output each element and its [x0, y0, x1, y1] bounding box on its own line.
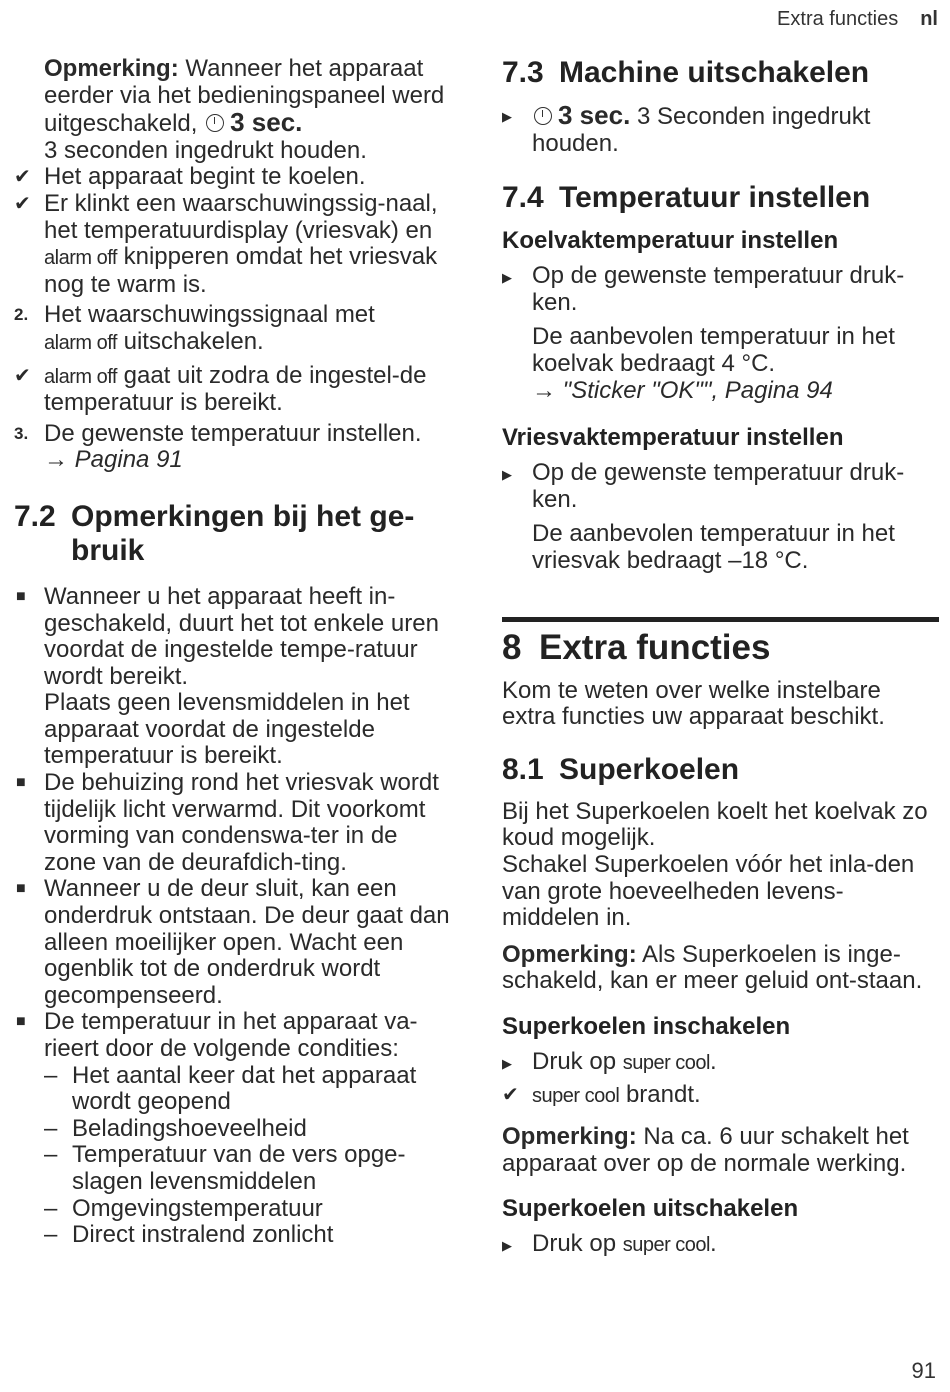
section-title: Machine uitschakelen: [559, 56, 870, 89]
page-reference-link[interactable]: → Pagina 91: [44, 446, 183, 474]
duration-label: 3 sec.: [558, 100, 631, 130]
result-item: [502, 1082, 939, 1110]
condition-item: [44, 1196, 454, 1223]
page-reference-link[interactable]: → "Sticker "OK"", Pagina 94: [532, 376, 833, 404]
step-item: [14, 421, 454, 474]
step-number: 2.: [14, 305, 29, 325]
note-label: Opmerking:: [502, 1123, 637, 1151]
section-heading: [502, 181, 939, 215]
bullet-item: [14, 584, 454, 770]
condition-item: [44, 1063, 454, 1116]
triangle-bullet-icon: ▶: [502, 1055, 512, 1071]
subsection-title: Superkoelen inschakelen: [502, 1012, 791, 1040]
check-icon: ✔: [14, 166, 31, 189]
action-item: [502, 263, 939, 404]
triangle-bullet-icon: ▶: [502, 1238, 512, 1254]
result-text: gaat uit zodra de ingestel-de temperatuur is bereikt.: [44, 361, 427, 417]
info-text: De aanbevolen temperatuur in het koelvak bedraagt 4 °C.: [532, 323, 895, 377]
triangle-bullet-icon: ▶: [502, 270, 512, 286]
step-number: 3.: [14, 423, 29, 443]
section-number: 7.3: [502, 56, 544, 89]
note-block: [502, 942, 939, 995]
action-text: 3 Seconden ingedrukt houden.: [532, 103, 871, 157]
chapter-title: Extra functies: [539, 627, 771, 667]
result-item: [14, 363, 454, 417]
result-item: [14, 191, 454, 298]
chapter-heading: [502, 628, 939, 668]
result-text: Het apparaat begint te koelen.: [44, 163, 366, 191]
action-item: [502, 102, 939, 157]
action-text: Op de gewenste temperatuur druk-ken.: [532, 459, 905, 513]
triangle-bullet-icon: ▶: [502, 467, 512, 483]
action-text: Druk op: [532, 1230, 617, 1258]
dash-icon: –: [44, 1194, 58, 1222]
note-label: Opmerking:: [44, 55, 179, 82]
condition-item: [44, 1222, 454, 1249]
section-heading: [14, 500, 454, 568]
step-item: [14, 302, 454, 356]
square-bullet-icon: ■: [16, 774, 26, 792]
square-bullet-icon: ■: [16, 880, 26, 898]
chapter-number: 8: [502, 627, 522, 667]
page-reference-text: "Sticker "OK"", Pagina 94: [562, 376, 833, 404]
note-label: Opmerking:: [502, 940, 637, 968]
bullet-list: [14, 584, 454, 1249]
page-header: [777, 8, 938, 31]
result-text: knipperen omdat het vriesvak nog te warm is.: [44, 243, 438, 298]
note-text-a: Wanneer het apparaat eerder via het bedieningspaneel werd uitgeschakeld,: [44, 55, 445, 138]
section-number: 7.2: [14, 499, 56, 533]
super-cool-label: super cool: [622, 1234, 710, 1257]
action-text: Druk op: [532, 1047, 617, 1075]
condition-text: Beladingshoeveelheid: [72, 1114, 307, 1142]
bullet-text: Plaats geen levensmiddelen in het apparaat voordat de ingestelde temperatuur is bereikt.: [44, 689, 410, 770]
section-number: 7.4: [502, 181, 544, 215]
dash-icon: –: [44, 1114, 58, 1142]
dash-icon: –: [44, 1061, 58, 1089]
power-icon: [206, 114, 224, 132]
condition-item: [44, 1116, 454, 1143]
bullet-text: De temperatuur in het apparaat va-rieert door de volgende condities:: [44, 1008, 418, 1062]
note-block: [14, 56, 454, 164]
square-bullet-icon: ■: [16, 587, 26, 605]
section-heading: [502, 56, 939, 90]
note-text: Na ca. 6 uur schakelt het apparaat over op de normale werking.: [502, 1123, 909, 1177]
bullet-text: Wanneer u het apparaat heeft in-geschakeld, duurt het tot enkele uren voordat de ingestelde tempe-ratuur wordt bereikt.: [44, 582, 439, 690]
right-column: [502, 56, 939, 1259]
subsection-title: Vriesvaktemperatuur instellen: [502, 424, 844, 452]
dash-icon: –: [44, 1221, 58, 1249]
section-heading: [502, 753, 939, 787]
bullet-item: [14, 876, 454, 1009]
dash-icon: –: [44, 1141, 58, 1169]
result-text: brandt.: [625, 1081, 701, 1109]
paragraph-text: Schakel Superkoelen vóór het inla-den van grote hoeveelheden levens-middelen in.: [502, 850, 915, 932]
condition-item: [44, 1142, 454, 1195]
left-column: [14, 56, 454, 1249]
bullet-item: [14, 1009, 454, 1248]
step-text: De gewenste temperatuur instellen.: [44, 419, 422, 447]
step-text: Het waarschuwingssignaal met: [44, 301, 375, 329]
condition-text: Het aantal keer dat het apparaat wordt geopend: [72, 1061, 417, 1116]
bullet-text: Wanneer u de deur sluit, kan een onderdruk ontstaan. De deur gaat dan alleen moeilijker open. Wacht een ogenblik tot de onderdruk wordt gecompenseerd.: [44, 875, 450, 1009]
action-item: ▶ Druk op super cool.: [502, 1231, 939, 1259]
note-text-b: 3 seconden ingedrukt houden.: [44, 136, 367, 164]
chapter-intro: Kom te weten over welke instelbare extra functies uw apparaat beschikt.: [502, 676, 885, 731]
subsection-title: Koelvaktemperatuur instellen: [502, 227, 839, 255]
chapter-rule: [502, 617, 939, 622]
action-item: ▶ Druk op super cool.: [502, 1049, 939, 1077]
duration-label: 3 sec.: [230, 107, 303, 138]
check-icon: ✔: [14, 364, 31, 387]
square-bullet-icon: ■: [16, 1013, 26, 1031]
action-item: [502, 460, 939, 574]
subsection-title: Superkoelen uitschakelen: [502, 1195, 799, 1223]
note-text: Als Superkoelen is inge-schakeld, kan er meer geluid ont-staan.: [502, 940, 923, 995]
check-icon: ✔: [502, 1084, 519, 1107]
section-title: Temperatuur instellen: [559, 181, 871, 215]
step-text: uitschakelen.: [123, 327, 264, 355]
super-cool-label: super cool: [622, 1051, 710, 1074]
header-section: Extra functies: [777, 8, 899, 30]
condition-text: Direct instralend zonlicht: [72, 1221, 334, 1249]
super-cool-label: super cool: [532, 1085, 620, 1108]
action-text: Op de gewenste temperatuur druk-ken.: [532, 262, 905, 316]
power-icon: [534, 107, 552, 125]
note-block: [502, 1124, 939, 1177]
alarm-off-label: alarm off: [44, 331, 117, 354]
bullet-item: [14, 770, 454, 876]
section-title: Opmerkingen bij het ge-bruik: [71, 499, 415, 567]
paragraph-text: Bij het Superkoelen koelt het koelvak zo koud mogelijk.: [502, 797, 928, 852]
condition-text: Temperatuur van de vers opge-slagen levensmiddelen: [72, 1141, 406, 1195]
paragraph: [502, 799, 939, 932]
header-language: nl: [920, 8, 938, 30]
check-icon: ✔: [14, 192, 31, 215]
condition-text: Omgevingstemperatuur: [72, 1194, 323, 1222]
section-title: Superkoelen: [559, 752, 740, 786]
alarm-off-label: alarm off: [44, 365, 117, 388]
info-text: De aanbevolen temperatuur in het vriesvak bedraagt –18 °C.: [532, 520, 895, 574]
section-number: 8.1: [502, 752, 544, 786]
alarm-off-label: alarm off: [44, 247, 117, 270]
page-reference-text: Pagina 91: [74, 446, 183, 474]
bullet-text: De behuizing rond het vriesvak wordt tijdelijk licht verwarmd. Dit voorkomt vorming van condenswa-ter in de zone van de deurafdich-ting.: [44, 769, 439, 876]
page-number: 91: [911, 1358, 936, 1383]
triangle-bullet-icon: ▶: [502, 109, 512, 124]
result-item: [14, 164, 454, 191]
result-text: Er klinkt een waarschuwingssig-naal, het temperatuurdisplay (vriesvak) en: [44, 189, 438, 244]
